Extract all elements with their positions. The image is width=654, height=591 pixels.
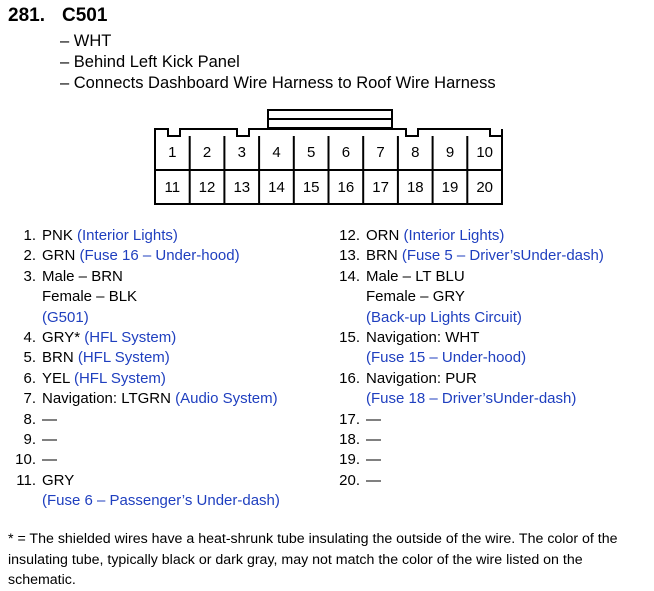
wire-color: GRN <box>42 247 80 265</box>
wire-color: Navigation: WHT <box>366 329 480 347</box>
pin-detail: (Back-up Lights Circuit) <box>366 308 522 326</box>
wire-color: Male – BRN <box>42 267 123 285</box>
left-pin-list <box>10 226 280 512</box>
pin-entry <box>10 430 280 450</box>
pin-number: 1 <box>168 144 177 161</box>
pin-number: 12 <box>198 179 216 196</box>
wire-color: — <box>366 410 381 428</box>
wire-color: GRY* <box>42 329 85 347</box>
pin-index: 11. <box>16 471 36 489</box>
pin-entry <box>330 226 604 246</box>
pin-index: 4. <box>23 329 36 347</box>
pin-number: 6 <box>341 144 351 161</box>
wire-color: — <box>42 410 57 428</box>
pin-number: 5 <box>307 144 316 161</box>
pin-number: 16 <box>337 179 355 196</box>
wire-color: — <box>366 431 381 449</box>
pin-index: 10. <box>15 451 36 469</box>
pin-number: 2 <box>202 144 212 161</box>
pin-entry <box>10 471 280 512</box>
pin-entry <box>330 410 604 430</box>
pin-index: 6. <box>23 369 36 387</box>
pin-entry <box>10 246 280 266</box>
circuit-ref: (Interior Lights) <box>403 227 505 244</box>
pin-index: 1. <box>23 227 36 244</box>
pin-entry <box>330 246 604 266</box>
pin-index: 7. <box>23 390 36 408</box>
pin-entry <box>10 410 280 430</box>
pin-entry <box>10 348 280 368</box>
wire-color: — <box>42 451 57 469</box>
pin-detail: (Fuse 15 – Under-hood) <box>366 349 527 367</box>
pin-index: 9. <box>23 431 36 449</box>
pin-detail: (Fuse 18 – Driver’sUnder-dash) <box>366 390 577 408</box>
pin-entry <box>330 369 604 410</box>
pin-detail: Female – GRY <box>366 288 465 306</box>
pin-entry <box>330 328 604 369</box>
pin-detail: Female – BLK <box>42 288 138 306</box>
pin-index: 14. <box>339 267 360 285</box>
circuit-ref: (Fuse 5 – Driver’sUnder-dash) <box>401 247 604 265</box>
pin-number: 8 <box>411 144 420 161</box>
pin-number: 11 <box>164 179 181 196</box>
connector-color: – WHT <box>60 32 112 50</box>
pin-index: 18. <box>339 431 360 449</box>
wire-color: — <box>42 431 57 449</box>
pin-number: 20 <box>476 179 494 196</box>
wire-color: PNK <box>42 227 78 244</box>
pin-index: 15. <box>339 329 360 347</box>
wire-color: Navigation: LTGRN <box>42 390 176 408</box>
connector-function: – Connects Dashboard Wire Harness to Roof Wire Harness <box>60 74 496 92</box>
pin-number: 9 <box>445 144 455 161</box>
circuit-ref: (HFL System) <box>73 369 166 387</box>
pin-index: 5. <box>23 349 36 367</box>
right-pin-list <box>330 226 604 491</box>
pin-number: 13 <box>233 179 251 196</box>
pin-index: 2. <box>23 247 36 265</box>
pin-entry <box>330 471 604 491</box>
wire-color: ORN <box>366 227 404 244</box>
pin-entry <box>330 267 604 328</box>
pin-number: 4 <box>272 144 281 161</box>
pin-entry <box>330 450 604 470</box>
wire-color: YEL <box>42 369 74 387</box>
connector-diagram <box>0 0 654 210</box>
pin-number: 14 <box>268 179 285 196</box>
pin-detail: (Fuse 6 – Passenger’s Under-dash) <box>42 492 280 510</box>
pin-number: 19 <box>441 179 459 196</box>
pin-entry <box>10 389 280 409</box>
wire-color: GRY <box>42 471 75 489</box>
pin-index: 19. <box>339 451 360 469</box>
wire-color: — <box>366 471 381 489</box>
pin-entry <box>10 328 280 348</box>
pin-index: 17. <box>339 410 360 428</box>
pin-index: 8. <box>23 410 36 428</box>
pin-number: 18 <box>406 179 424 196</box>
pin-detail: (G501) <box>42 308 89 326</box>
pin-number: 7 <box>376 144 385 161</box>
wire-color: BRN <box>42 349 78 367</box>
pin-index: 16. <box>339 369 360 387</box>
pin-entry <box>10 226 280 246</box>
pin-entry <box>330 430 604 450</box>
pin-number: 3 <box>237 144 246 161</box>
circuit-ref: (Audio System) <box>175 390 278 408</box>
circuit-ref: (Fuse 16 – Under-hood) <box>79 247 240 265</box>
circuit-ref: (Interior Lights) <box>77 227 178 244</box>
wire-color: BRN <box>366 247 402 265</box>
pin-index: 13. <box>339 247 360 265</box>
entry-number: 281. <box>8 5 45 26</box>
footnote: * = The shielded wires have a heat-shrunk tube insulating the outside of the wire. The color of the insulating tube, typically black or dark gray, may not match the color of the wire listed on the schematic. <box>8 531 618 588</box>
circuit-ref: (HFL System) <box>84 329 177 347</box>
pin-entry <box>10 267 280 328</box>
connector-id: C501 <box>62 5 108 26</box>
pin-number: 17 <box>372 179 389 196</box>
pin-index: 3. <box>23 267 36 285</box>
pin-number: 10 <box>476 144 494 161</box>
pin-index: 12. <box>339 227 360 244</box>
circuit-ref: (HFL System) <box>77 349 170 367</box>
pin-entry <box>10 450 280 470</box>
wire-color: Navigation: PUR <box>366 369 477 387</box>
wire-color: Male – LT BLU <box>366 267 465 285</box>
pin-index: 20. <box>339 471 360 489</box>
wire-color: — <box>366 451 381 469</box>
pin-number: 15 <box>302 179 320 196</box>
pin-entry <box>10 369 280 389</box>
connector-location: – Behind Left Kick Panel <box>60 53 240 71</box>
